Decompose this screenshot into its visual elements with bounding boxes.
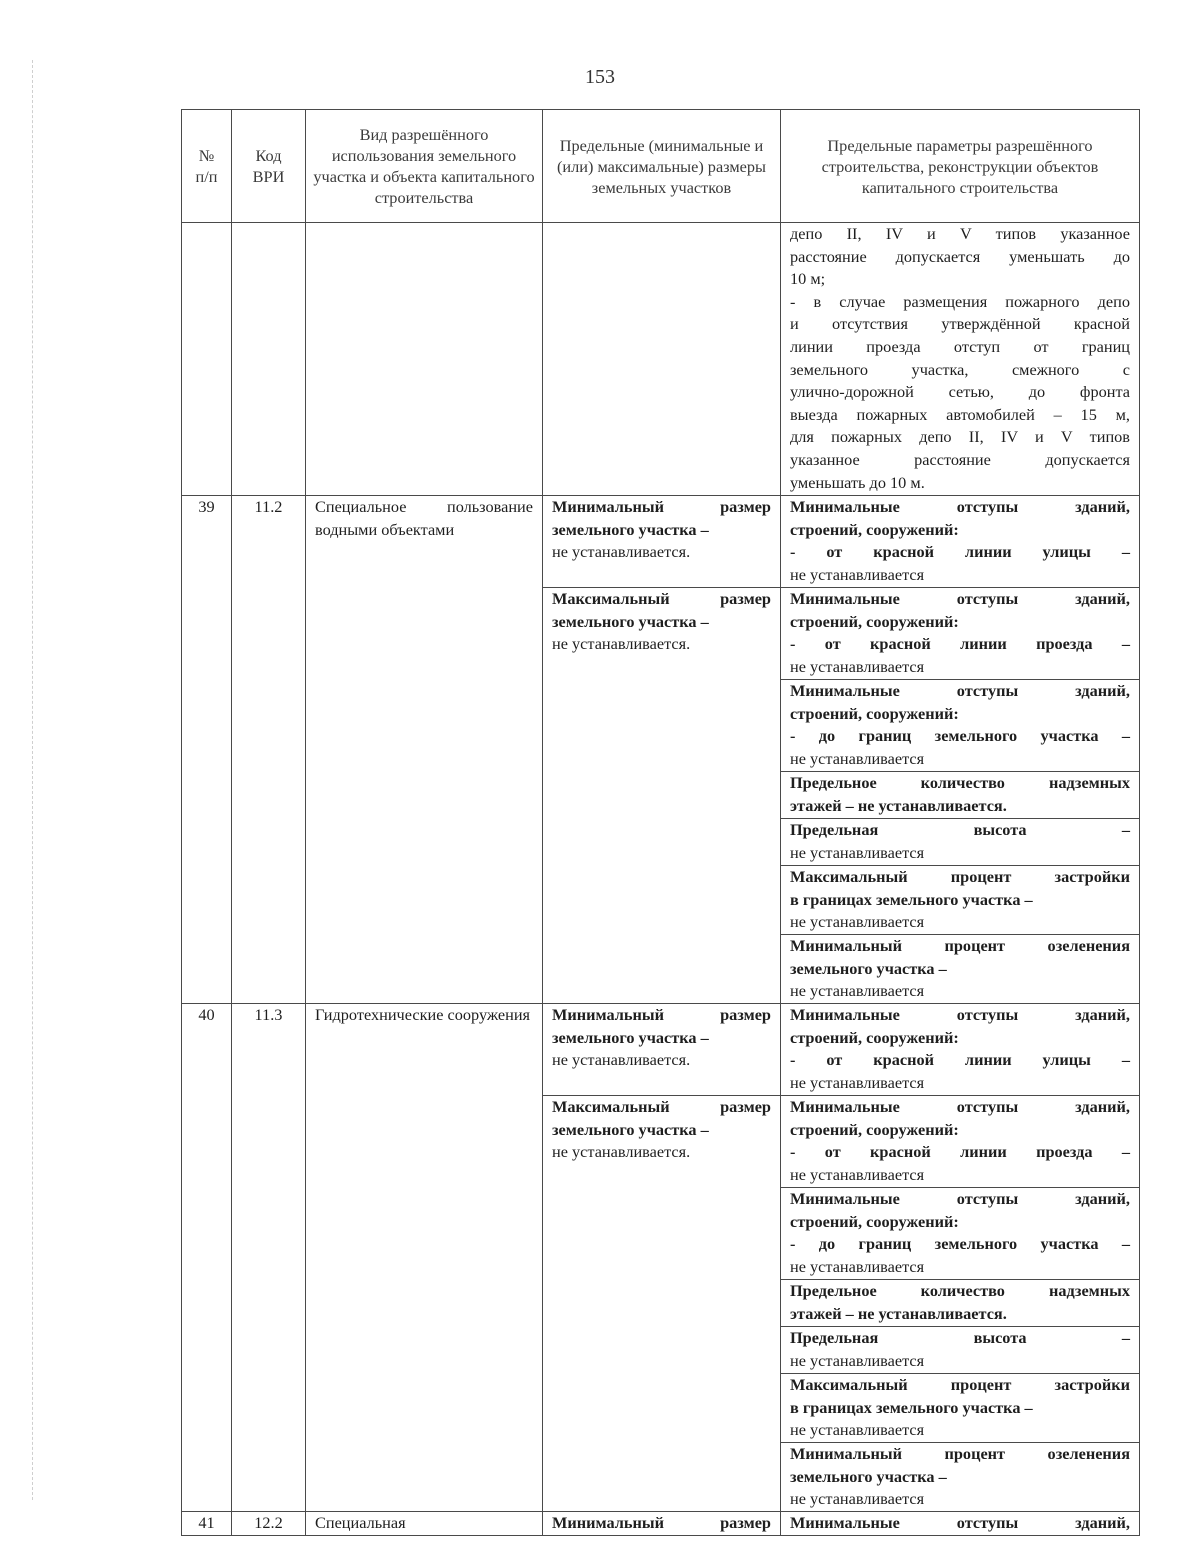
param-cell	[781, 680, 1140, 772]
text-line: - от красной линии улицы –	[790, 1050, 1130, 1070]
text-line: Предельное количество надземных	[790, 1281, 1130, 1300]
continuation-code	[232, 223, 306, 496]
text-line: Минимальный процент озеленения	[790, 936, 1130, 955]
text-line: не устанавливается	[790, 656, 925, 676]
table-row	[182, 496, 1140, 588]
param-cell	[781, 1188, 1140, 1280]
text-line: расстояние допускается уменьшать до	[790, 246, 1130, 266]
text-line: Минимальные отступы зданий,	[790, 681, 1130, 700]
text-line: выезда пожарных автомобилей – 15 м,	[790, 404, 1130, 424]
text-line: - от красной линии проезда –	[790, 634, 1130, 654]
text-line: Максимальный размер земельного участка –	[552, 589, 771, 631]
param-cell	[781, 1327, 1140, 1374]
text-line: Максимальный процент застройки	[790, 1375, 1130, 1394]
max-size-cell	[543, 588, 781, 1004]
min-size-cell	[543, 1004, 781, 1096]
text-line: - от красной линии улицы –	[790, 542, 1130, 562]
text-line: для пожарных депо II, IV и V типов	[790, 427, 1130, 447]
text-line: - до границ земельного участка –	[790, 726, 1130, 746]
header-sizes: Предельные (минимальные и (или) максимальные) размеры земельных участков	[543, 110, 781, 223]
param-cell	[781, 1096, 1140, 1188]
table-row-last	[182, 1512, 1140, 1536]
param-cell	[781, 588, 1140, 680]
text-line: не устанавливается.	[552, 634, 691, 654]
text-line: Минимальные отступы зданий,	[790, 1097, 1130, 1116]
text-line: не устанавливается	[790, 842, 925, 862]
row-use-kind: Специальное пользование водными объектами	[306, 496, 543, 1004]
text-line: строений, сооружений:	[790, 1211, 959, 1231]
text-line: строений, сооружений:	[790, 703, 959, 723]
text-line: Максимальный процент застройки	[790, 867, 1130, 886]
text-line: 10 м;	[790, 269, 826, 289]
param-cell	[781, 1374, 1140, 1443]
text-line: не устанавливается	[790, 1420, 925, 1440]
param-cell	[781, 866, 1140, 935]
text-line: Минимальный размер	[552, 1513, 771, 1532]
header-code: Код ВРИ	[232, 110, 306, 223]
text-line: Минимальные отступы зданий,	[790, 497, 1130, 516]
table-header-row	[182, 110, 1140, 223]
continuation-sizes	[543, 223, 781, 496]
continuation-num	[182, 223, 232, 496]
row-number: 40	[182, 1004, 232, 1512]
text-line: не устанавливается.	[552, 1142, 691, 1162]
text-line: Минимальные отступы зданий,	[790, 1005, 1130, 1024]
row-code: 11.3	[232, 1004, 306, 1512]
param-cell	[781, 496, 1140, 588]
text-line: Минимальные отступы зданий,	[790, 1189, 1130, 1208]
text-line: в границах земельного участка –	[790, 889, 1033, 909]
text-line: не устанавливается.	[552, 542, 691, 562]
param-cell	[781, 935, 1140, 1004]
text-line: не устанавливается	[790, 981, 925, 1001]
text-line: строений, сооружений:	[790, 519, 959, 539]
text-line: не устанавливается	[790, 1072, 925, 1092]
text-line: не устанавливается.	[552, 1050, 691, 1070]
text-line: депо II, IV и V типов указанное	[790, 224, 1130, 243]
text-line: этажей – не устанавливается.	[790, 795, 1007, 815]
param-cell	[781, 1004, 1140, 1096]
text-line: в границах земельного участка –	[790, 1397, 1033, 1417]
text-line: - в случае размещения пожарного депо	[790, 291, 1130, 311]
param-cell	[781, 1512, 1140, 1536]
regulations-table	[181, 109, 1140, 1536]
min-size-cell	[543, 1512, 781, 1536]
text-line: Предельное количество надземных	[790, 773, 1130, 792]
text-line: не устанавливается	[790, 1350, 925, 1370]
text-line: строений, сооружений:	[790, 611, 959, 631]
max-size-cell	[543, 1096, 781, 1512]
text-line: уменьшать до 10 м.	[790, 472, 925, 492]
text-line: не устанавливается	[790, 1256, 925, 1276]
row-use-kind: Специальная	[306, 1512, 543, 1536]
continuation-text	[781, 223, 1140, 496]
text-line: не устанавливается	[790, 912, 925, 932]
header-kind: Вид разрешённого использования земельного участка и объекта капитального строительства	[306, 110, 543, 223]
text-line: Предельная высота –	[790, 820, 1130, 839]
row-number: 39	[182, 496, 232, 1004]
text-line: Максимальный размер земельного участка –	[552, 1097, 771, 1139]
text-line: Предельная высота –	[790, 1328, 1130, 1347]
text-line: Минимальные отступы зданий,	[790, 589, 1130, 608]
continuation-kind	[306, 223, 543, 496]
continuation-row	[182, 223, 1140, 496]
min-size-cell	[543, 496, 781, 588]
param-cell	[781, 1443, 1140, 1512]
row-use-kind: Гидротехнические сооружения	[306, 1004, 543, 1512]
text-line: не устанавливается	[790, 748, 925, 768]
text-line: - от красной линии проезда –	[790, 1142, 1130, 1162]
text-line: Минимальный размер земельного участка –	[552, 1005, 771, 1047]
row-number: 41	[182, 1512, 232, 1536]
header-num: № п/п	[182, 110, 232, 223]
text-line: не устанавливается	[790, 564, 925, 584]
param-cell	[781, 772, 1140, 819]
text-line: указанное расстояние допускается	[790, 449, 1130, 469]
text-line: этажей – не устанавливается.	[790, 1303, 1007, 1323]
text-line: не устанавливается	[790, 1164, 925, 1184]
table-row	[182, 1004, 1140, 1096]
text-line: земельного участка, смежного с	[790, 359, 1130, 379]
text-line: и отсутствия утверждённой красной	[790, 314, 1130, 334]
text-line: строений, сооружений:	[790, 1119, 959, 1139]
text-line: земельного участка –	[790, 958, 947, 978]
header-params: Предельные параметры разрешённого строительства, реконструкции объектов капитального строительства	[781, 110, 1140, 223]
text-line: не устанавливается	[790, 1489, 925, 1509]
param-cell	[781, 819, 1140, 866]
text-line: земельного участка –	[790, 1466, 947, 1486]
scan-margin-line	[32, 60, 33, 1500]
text-line: строений, сооружений:	[790, 1027, 959, 1047]
page-number: 153	[585, 66, 615, 88]
row-code: 11.2	[232, 496, 306, 1004]
row-code: 12.2	[232, 1512, 306, 1536]
text-line: Минимальные отступы зданий,	[790, 1513, 1130, 1532]
param-cell	[781, 1280, 1140, 1327]
text-line: улично-дорожной сетью, до фронта	[790, 382, 1130, 402]
text-line: Минимальный процент озеленения	[790, 1444, 1130, 1463]
text-line: Минимальный размер земельного участка –	[552, 497, 771, 539]
text-line: - до границ земельного участка –	[790, 1234, 1130, 1254]
text-line: линии проезда отступ от границ	[790, 336, 1130, 356]
